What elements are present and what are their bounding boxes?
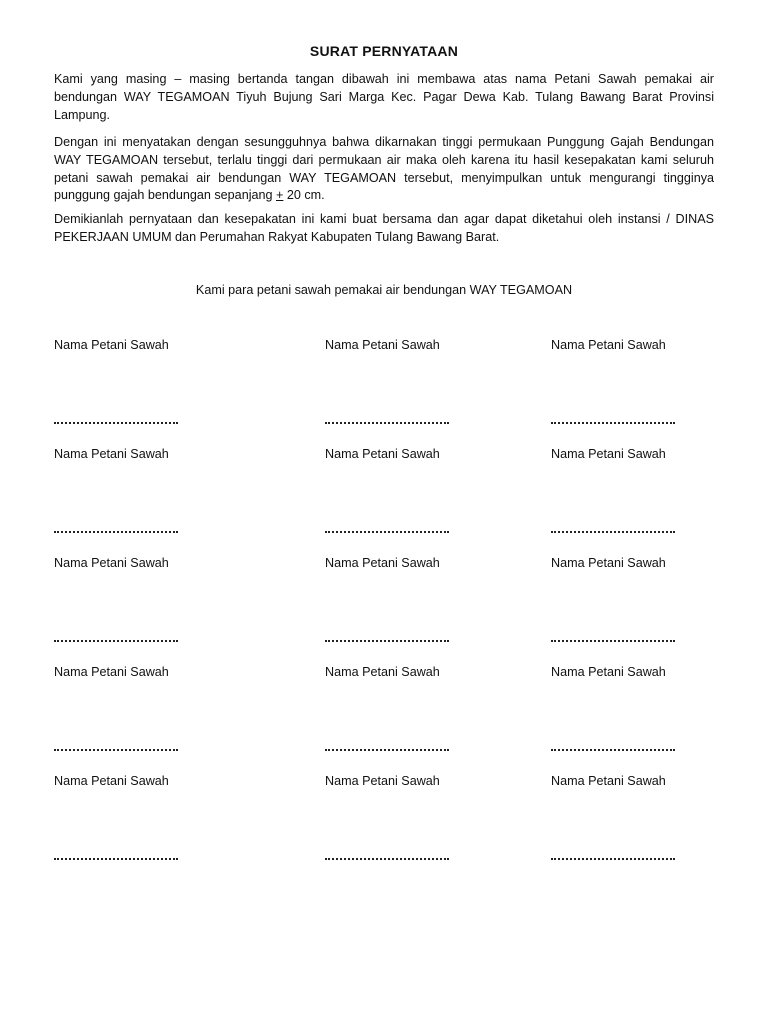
- signature-dotted-line: [325, 749, 449, 751]
- signature-name-label: Nama Petani Sawah: [325, 665, 440, 679]
- signature-block: [551, 447, 731, 547]
- signature-dotted-line: [551, 640, 675, 642]
- signature-name-label: Nama Petani Sawah: [54, 447, 169, 461]
- signature-name-label: Nama Petani Sawah: [551, 338, 666, 352]
- signature-row: [0, 774, 768, 883]
- signature-name-label: Nama Petani Sawah: [54, 556, 169, 570]
- plus-minus-sign: +: [276, 188, 284, 203]
- signature-block: [325, 338, 505, 438]
- signature-block: [54, 774, 234, 874]
- signature-name-label: Nama Petani Sawah: [54, 774, 169, 788]
- signature-dotted-line: [551, 749, 675, 751]
- signature-name-label: Nama Petani Sawah: [551, 665, 666, 679]
- paragraph-statement: [54, 134, 714, 205]
- signature-dotted-line: [54, 422, 178, 424]
- signature-row: [0, 338, 768, 447]
- signature-block: [325, 447, 505, 547]
- signature-block: [54, 338, 234, 438]
- signature-name-label: Nama Petani Sawah: [325, 774, 440, 788]
- paragraph-introduction: Kami yang masing – masing bertanda tangan dibawah ini membawa atas nama Petani Sawah pemakai air bendungan WAY TEGAMOAN Tiyuh Bujung Sari Marga Kec. Pagar Dewa Kab. Tulang Bawang Barat Provinsi Lampung.: [54, 72, 714, 122]
- signature-dotted-line: [551, 422, 675, 424]
- signature-dotted-line: [325, 531, 449, 533]
- signature-name-label: Nama Petani Sawah: [325, 338, 440, 352]
- signature-dotted-line: [325, 422, 449, 424]
- signature-name-label: Nama Petani Sawah: [54, 665, 169, 679]
- statement-measure: 20 cm.: [286, 188, 325, 203]
- signature-grid: [0, 338, 768, 878]
- signature-dotted-line: [551, 858, 675, 860]
- signature-name-label: Nama Petani Sawah: [551, 556, 666, 570]
- signature-row: [0, 665, 768, 774]
- signature-dotted-line: [54, 749, 178, 751]
- signature-name-label: Nama Petani Sawah: [551, 774, 666, 788]
- signature-block: [551, 774, 731, 874]
- signature-name-label: Nama Petani Sawah: [54, 338, 169, 352]
- signature-block: [551, 556, 731, 656]
- closing-line: Kami para petani sawah pemakai air bendungan WAY TEGAMOAN: [195, 283, 573, 297]
- document-title: SURAT PERNYATAAN: [309, 43, 459, 59]
- signature-block: [54, 447, 234, 547]
- signature-dotted-line: [54, 531, 178, 533]
- signature-block: [54, 556, 234, 656]
- signature-dotted-line: [54, 858, 178, 860]
- signature-block: [325, 665, 505, 765]
- signature-name-label: Nama Petani Sawah: [551, 447, 666, 461]
- signature-block: [325, 774, 505, 874]
- signature-block: [551, 338, 731, 438]
- signature-dotted-line: [325, 858, 449, 860]
- statement-text: Dengan ini menyatakan dengan sesungguhnya bahwa dikarnakan tinggi permukaan Punggung Gajah Bendungan WAY TEGAMOAN tersebut, terlalu tinggi dari permukaan air maka oleh karena itu hasil kesepakatan kami seluruh petani sawah pemakai air bendungan WAY TEGAMOAN tersebut, menyimpulkan untuk mengurangi tingginya punggung gajah bendungan sepanjang: [54, 135, 714, 203]
- signature-dotted-line: [54, 640, 178, 642]
- signature-block: [325, 556, 505, 656]
- paragraph-conclusion: Demikianlah pernyataan dan kesepakatan ini kami buat bersama dan agar dapat diketahui oleh instansi / DINAS PEKERJAAN UMUM dan Perumahan Rakyat Kabupaten Tulang Bawang Barat.: [54, 212, 714, 244]
- signature-dotted-line: [325, 640, 449, 642]
- signature-name-label: Nama Petani Sawah: [325, 447, 440, 461]
- signature-dotted-line: [551, 531, 675, 533]
- signature-name-label: Nama Petani Sawah: [325, 556, 440, 570]
- signature-block: [54, 665, 234, 765]
- signature-block: [551, 665, 731, 765]
- signature-row: [0, 447, 768, 556]
- signature-row: [0, 556, 768, 665]
